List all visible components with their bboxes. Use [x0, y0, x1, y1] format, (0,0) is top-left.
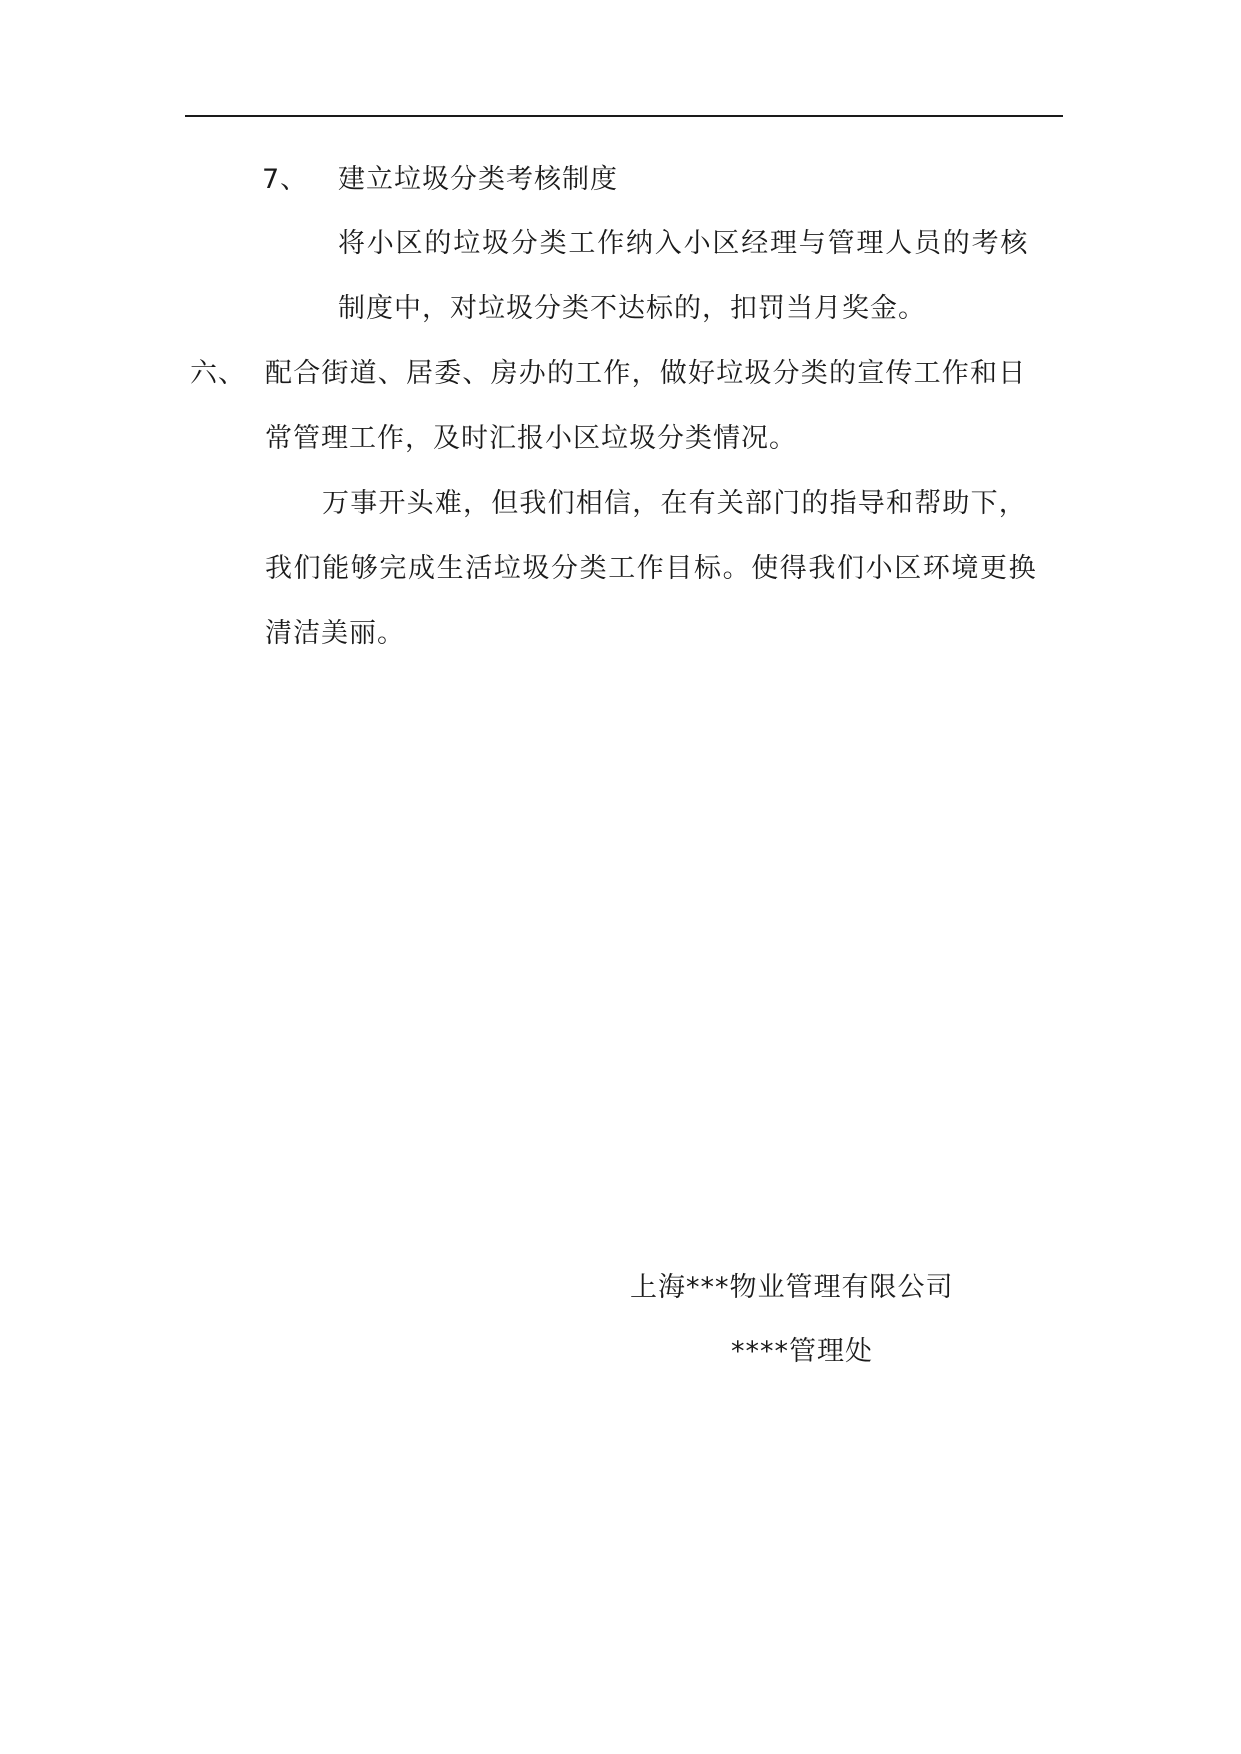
closing-line-1: 万事开头难，但我们相信，在有关部门的指导和帮助下，	[322, 488, 1027, 519]
section-7-body-line-1: 将小区的垃圾分类工作纳入小区经理与管理人员的考核	[338, 228, 1030, 259]
section-6-body-line-2: 常管理工作，及时汇报小区垃圾分类情况。	[265, 423, 797, 454]
section-7-number: 7、	[262, 164, 309, 195]
section-7-body-line-2: 制度中，对垃圾分类不达标的，扣罚当月奖金。	[338, 293, 926, 324]
header-rule	[185, 115, 1063, 117]
section-6-number: 六、	[190, 358, 246, 389]
section-7-title: 建立垃圾分类考核制度	[338, 164, 618, 195]
signature-company: 上海***物业管理有限公司	[630, 1272, 954, 1303]
signature-office: ****管理处	[731, 1336, 873, 1367]
closing-line-2: 我们能够完成生活垃圾分类工作目标。使得我们小区环境更换	[265, 553, 1038, 584]
closing-line-3: 清洁美丽。	[265, 618, 405, 649]
section-6-body-line-1: 配合街道、居委、房办的工作，做好垃圾分类的宣传工作和日	[265, 358, 1027, 389]
